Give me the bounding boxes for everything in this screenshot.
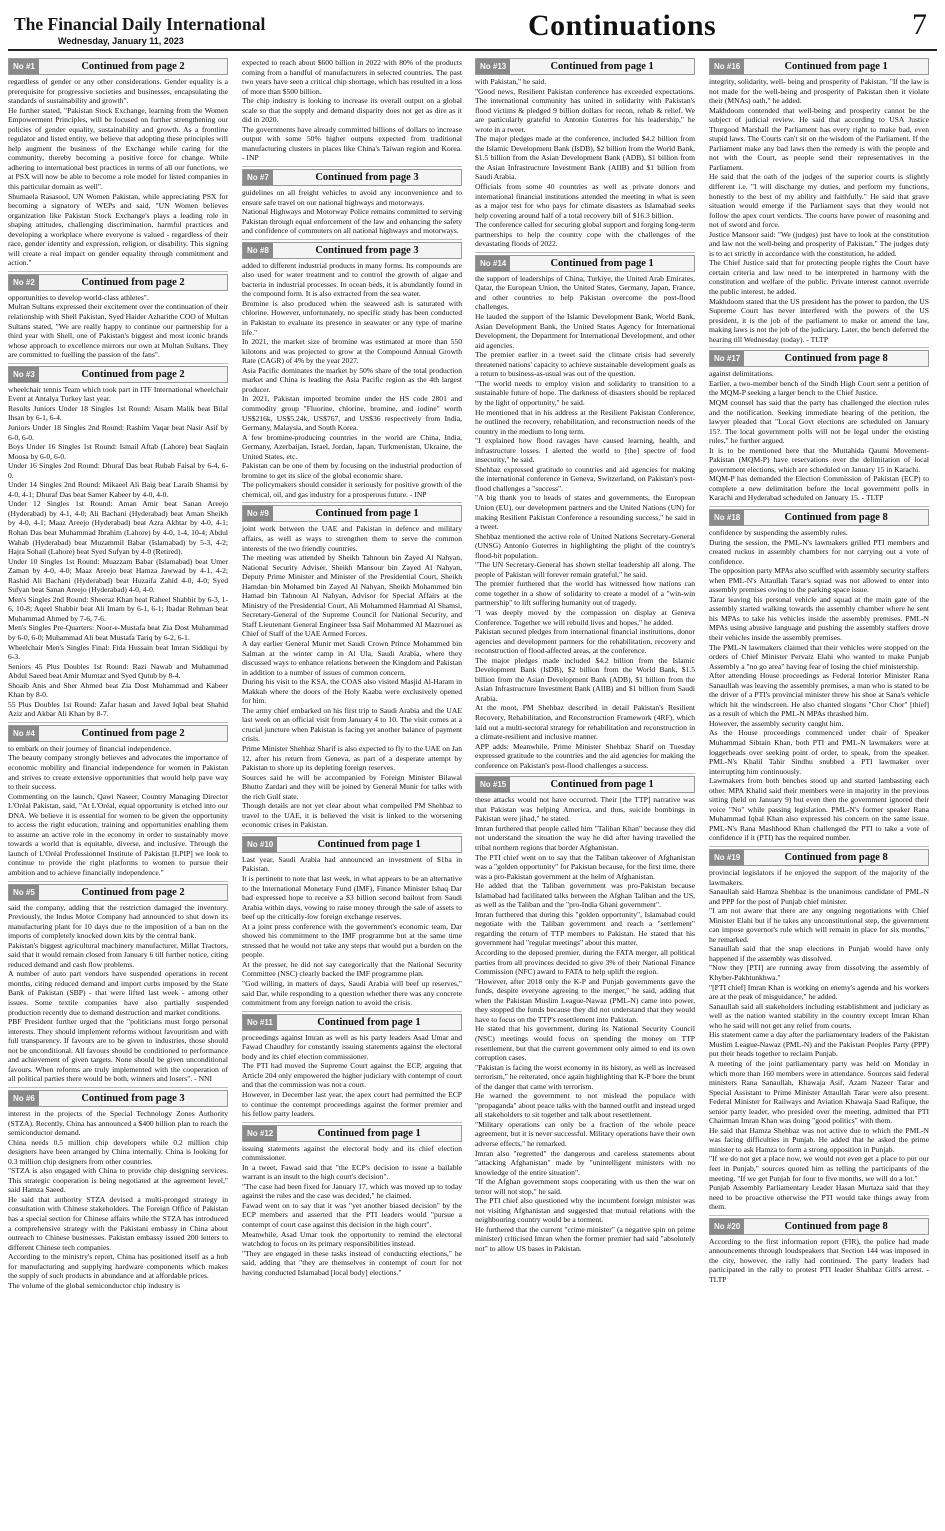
continued-from-label: Continued from page 1 [784, 61, 888, 72]
article-block [8, 881, 228, 1084]
article-text: the support of leaderships of China, Turkiye, the United Arab Emirates, Qatar, the European Union, the United States, Germany, Japan, France, and other countries to help Pakistan overcome the post-flood challenges. He lauded the support of the Islamic Development Bank, World Bank, Asian Development Bank, the United States Agency for International Development, the Department for International Development, and other aid agencies. The premier earlier in a tweet said the climate crisis had severely threatened nations' capacity to achieve sustainable development goals as a return to business-as-usual was out of the question. "The world needs to employ vision and solidarity to transition to a sustainable future of hope. The darkness of disasters should be replaced by the light of opportunity," he said. He mentioned that in his address at the Resilient Pakistan Conference, he outlined the recovery, rehabilitation, and reconstruction needs of the country in the medium to long term. "I explained how flood ravages have caused learning, health, and infrastructure losses. I alerted the world to [the] spectre of food insecurity," he said. Shehbaz expressed gratitude to countries and aid agencies for making the international conference in Geneva, Switzerland, on Pakistan's post-flood challenges a "success". "A big thank you to heads of states and governments, the European Union (EU), our development partners and the United Nations (UN) for making Resilient Pakistan Conference a resounding success," he said in a tweet. Shehbaz mentioned the active role of United Nations Secretary-General (UNSG) Antonio Guterres in highlighting the plight of the country's flood-hit population. "The UN Secretary-General has shown stellar leadership all along. The people of Pakistan will forever remain grateful," he said. The premier furthered that the world has witnessed how nations can come together in a show of solidarity to create a model of a "win-win partnership" to lift suffering humanity out of tragedy. "I was deeply moved by the compassion on display at Geneva Conference. Together we will rebuild lives and hopes," he added. Pakistan secured pledges from international financial institutions, donor agencies and development partners for the rehabilitation, recovery and reconstruction of flood-affected areas, at the conference. The major pledges made included $4.2 billion from the Islamic Development Bank (IsDB), $2 billion from the World Bank, $1.5 billion from the Asian Development Bank (ADB), $1 billion from the Asian Infrastructure Investment Bank (AIIB) and $1 billion from Saudi Arabia. At the moot, PM Shehbaz described in detail Pakistan's Resilient Recovery, Rehabilitation, and Reconstruction Framework (4RF), which laid out a multi-sectoral strategy for rehabilitation and reconstruction in a climate-resilient and inclusive manner. APP adds: Meanwhile, Prime Minister Shehbaz Sharif on Tuesday expressed gratitude to the countries and the aid agencies for making the conference on Pakistan's post-flood challenges a success. [475, 273, 695, 770]
article-header [8, 366, 228, 383]
article-text: regardless of gender or any other considerations. Gender equality is a prerequisite for progressive societies and businesses, encapsulating the standards of sustainability and growth". He further stated, "Pakistan Stock Exchange, learning from the Women Empowerment Principles, will be focused on further strengthening our policies of gender equality, sustainability and growth. As a frontline regulator and listed entity, we believe that adopting these principles will help augment the business of the Exchange while caring for the community, thereby becoming a positive force for change. While adhering to international best practices in terms of all our functions, we at PSX will now be able to become a role model for listed companies in this particular domain as well". Shumaela Rasasool, UN Women Pakistan, while appreciating PSX for becoming a signatory of WEPs and said, "UN Women believes organization like Pakistan Stock Exchange's plays a leading role in shaping attitudes, challenging discrimination, harmful practices and developing a workplace where everyone is valued - regardless of their race, gender identity and expression, religion, or disability. This signing will create a real impact on gender equality through commitment and action." [8, 77, 228, 268]
article-block [242, 56, 462, 163]
continued-from-label: Continued from page 1 [550, 257, 654, 269]
article-number-tag: No #2 [9, 275, 39, 290]
article-number-tag: No #16 [710, 59, 744, 74]
article-block [709, 56, 929, 344]
article-number-tag: No #14 [476, 256, 510, 271]
continued-from-label: Continued from page 2 [81, 368, 185, 380]
article-header [8, 1090, 228, 1107]
article-header [8, 725, 228, 742]
column-1 [8, 56, 228, 1293]
article-text: Last year, Saudi Arabia had announced an investment of $1ba in Pakistan. It is pertinent to note that last week, in what appears to be an alternative to the International Monetary Fund (IMF), Finance Minister Ishaq Dar had expressed hope to receive a $3 billion second bailout from Saudi Arabia within days, vowing to raise money through the sale of assets to beef up the critically-low foreign exchange reserves. At a joint press conference with the government's economic team, Dar showed his commitment to the IMF programme but at the same time stressed that he would not take any steps that would put a burden on the people. At the presser, he did not say categorically that the National Security Committee (NSC) clearly backed the IMF programme plan. "God willing, in matters of days, Saudi Arabia will beef up reserves," said Dar, while responding to a question whether there was any concrete commitment from any foreign nation to avoid the crisis. [242, 854, 462, 1008]
article-number-tag: No #12 [243, 1126, 277, 1141]
article-header [709, 509, 929, 526]
article-number-tag: No #11 [243, 1015, 277, 1030]
article-header [242, 505, 462, 522]
article-text: said the company, adding that the restriction damaged the inventory. Previously, the Indus Motor Company had announced to shut down its manufacturing plant for 10 days due to the imposition of a ban on the imports of completely knocked down kits by the central bank. Pakistan's biggest agricultural machinery manufacturer, Millat Tractors, said that it would remain closed from January 6 till further notice, citing reduced demand and cash flow problems. A number of auto part vendors have suspended operations in recent months, citing reduced demand and import curbs imposed by the State Bank of Pakistan (SBP) - that were lifted last week - among other issues. Some textile companies have also partially suspended production recently due to demand destruction and market conditions. PBF President further urged that the "politicians must forgo personal interests. They should implement reforms without favouritism and with full transparency. If favours are to be given to industries, those should not be unconditional. All favours should be conditioned to performance and achievement of given targets. None should be given unconditional favours. When reforms are truly implemented with the cooperation of all political parties there would be both, winners and losers". - NNI [8, 902, 228, 1084]
article-number-tag: No #1 [9, 59, 39, 74]
article-number-tag: No #13 [476, 59, 510, 74]
continued-from-label: Continued from page 1 [550, 61, 654, 72]
article-block [242, 239, 462, 500]
continued-from-label: Continued from page 8 [784, 511, 888, 523]
article-block [475, 252, 695, 770]
article-text: provincial legislators if he enjoyed the support of the majority of the lawmakers. Sanaullah said Hamza Shehbaz is the unanimous candidate of PML-N and PPP for the post of Punjab chief minister. "I am not aware that there are any ongoing negotiations with Chief Minister Elahi but if he takes any unconstitutional step, the government can impose governor's rule which will remain in place for six months," he remarked. Sanaullah said that the snap elections in Punjab would have only happened if the assembly was dissolved. "Now they [PTI] are running away from dissolving the assembly of Khyber-Pakhtunkhwa." "[PTI chief] Imran Khan is working on enemy's agenda and his workers are at the peak of misguidance," he added. Sanaullah said all stakeholders including establishment and judiciary as well as the nation wanted stability in the country except Imran Khan who he said will not get any relief from courts. His statement came a day after the parliamentary leaders of the Pakistan Muslim League-Nawaz (PML-N) and the Pakistan Peoples Party (PPP) put their heads together to reclaim Punjab. A meeting of the joint parliamentary party was held on Monday in which more than 160 members were in attendance. Sources said federal ministers Rana Sanaullah, Khawaja Asif, Azam Nazeer Tarar and Special Assistant to Prime Minister Attaullah Tarar were also present. Federal Minister for Railways and Aviation Khawaja Saad Rafique, the senior party leader, who presided over the meeting, admitted that PTI Chairman Imran Khan was doing "good politics" with them. He said that Hamza Shehbaz was not active due to which the PML-N was facing difficulties in Punjab. He added that he asked the prime minister to ask Hamza to form a strong opposition in Punjab. "If we do not get a place now, we would not even get a place to put our feet in Punjab," sources quoted him as telling the participants of the meeting. "If we get Punjab for four to five months, we will do a lot." Punjab Assembly Parliamentary Leader Hasan Murtaza said that they need to be proactive otherwise the PTI would take things away from them. [709, 868, 929, 1212]
article-block [8, 1087, 228, 1290]
article-block [242, 1122, 462, 1278]
article-header [475, 776, 695, 793]
masthead-rule [8, 49, 937, 51]
article-text: to embark on their journey of financial independence. The beauty company strongly believes and advocates the importance of economic mobility and financial independence for women in Pakistan and strives to create extensive opportunities that would help pave way to their success. Commenting on the launch, Qawi Naseer, Country Managing Director L'Oréal Pakistan, said, "At L'Oréal, equal opportunity is etched into our DNA. We believe it is essential for women to be given the opportunity to access the right education, training and opportunities enabling them to assume an active role in the economy in order to sustainably move towards a world that is equitable, diverse, and inclusive. Through the launch of L'Oréal Professionnel Institute of Pakistan [LPIP] we look to continue to provide the right platforms to women to pursue their ambition and to achieve financially independence." [8, 743, 228, 878]
column-4 [709, 56, 929, 1287]
article-number-tag: No #15 [476, 777, 510, 792]
issue-date: Wednesday, January 11, 2023 [58, 36, 184, 46]
article-block [709, 1215, 929, 1285]
article-block [242, 1011, 462, 1119]
article-number-tag: No #20 [710, 1219, 744, 1234]
article-block [475, 773, 695, 1253]
article-number-tag: No #3 [9, 367, 39, 382]
article-header [8, 58, 228, 75]
continued-from-label: Continued from page 1 [550, 779, 654, 791]
article-text: against delimitations. Earlier, a two-member bench of the Sindh High Court sent a petition of the MQM-P seeking a larger bench to the Chief Justice. MQM counsel has said that the party has challenged the election rules and the notification. Seeking immediate hearing of the petition, the lawyer pleaded that "Local Govt elections are scheduled on January 15?. The local government polls will not be legal under the existing rules," he further argued. It is to be mentioned here that the Muttahida Qaumi Movement-Pakistan (MQM-P) have reservations over the delimitation of local government elections, which are scheduled on January 15 in Karachi. MQM-P has demanded the Election Commission of Pakistan (ECP) to complete a new delimitation before the local government polls in Karachi and Hyderabad scheduled on January 15. - TLTP [709, 369, 929, 503]
article-header [709, 849, 929, 866]
article-number-tag: No #19 [710, 850, 744, 865]
article-block [242, 166, 462, 236]
article-block [709, 506, 929, 843]
article-text: joint work between the UAE and Pakistan in defence and military affairs, as well as ways to strengthen them to serve the common interests of the two friendly countries. The meeting was attended by Sheikh Tahnoun bin Zayed Al Nahyan, National Security Adviser, Sheikh Mansour bin Zayed Al Nahyan, Deputy Prime Minister and Minister of the Presidential Court, Sheikh Hamdan bin Mohamed bin Zayed Al Nahyan, Sheikh Mohammed bin Hamad bin Tahnoun Al Nahyan, Advisor for Special Affairs at the Ministry of the Presidential Court, Ali Mohammed Hammad Al Shamsi, Secretary-General of the Supreme Council for National Security, and Staff Lieutenant General Engineer Issa Saif Mohammed Al Mazrouei as Chief of Staff of the UAE Armed Forces. A day earlier General Munir met Saudi Crown Prince Mohammed bin Salman at the winter camp in Al Ula, Saudi Arabia, where they discussed ways to enhance relations between the Kingdom and Pakistan in addition to a number of issues of common concern. During his visit to the KSA, the COAS also visited Masjid Al-Haram in Makkah where the doors of the Holy Kaaba were exclusively opened for him. The army chief embarked on his first trip to Saudi Arabia and the UAE last week on an official visit from January 4 to 10. The visit comes at a crucial juncture when Pakistan is facing yet another balance of payment crisis. Prime Minister Shehbaz Sharif is also expected to fly to the UAE on Jan 12, after his return from Geneva, as part of a desperate attempt by Pakistan to shore up its depleting foreign reserves. Sources said he will be accompanied by Foreign Minister Bilawal Bhutto Zardari and they will be joined by General Munir for talks with the rich Gulf state. Though details are not yet clear about what compelled PM Shehbaz to travel to the UAE, it is believed the visit is linked to the worsening economic crises in Pakistan. [242, 524, 462, 830]
article-header [242, 1125, 462, 1142]
article-block [8, 271, 228, 360]
continued-from-label: Continued from page 2 [81, 886, 185, 898]
article-text: issuing statements against the electoral body and its chief election commissioner. In a tweet, Fawad said that "the ECP's decision to issue a bailable warrant is an insult to the high court's decision". "The case had been fixed for January 17, which was moved up to today against the rules and the case was decided," he claimed. Fawad went on to say that it was "yet another biased decision" by the ECP members and asserted that the PTI leaders would "pursue a contempt of court case against this decision in the high court". Meanwhile, Asad Umar took the opportunity to remind the electoral watchdog to focus on its primary responsibilities instead. "They are engaged in these tasks instead of conducting elections," he said, adding that "they are themselves in contempt of court for not having conducted Islamabad [local body] elections." [242, 1143, 462, 1277]
article-header [709, 58, 929, 75]
article-header [242, 169, 462, 186]
article-header [242, 242, 462, 259]
article-number-tag: No #17 [710, 351, 744, 366]
article-text: guidelines on all freight vehicles to avoid any inconvenience and to ensure safe travel on our national highways and motorways. National Highways and Motorway Police remains committed to serving Pakistan through equal enforcement of the law and enhancing the safety and confidence of commuters on all national highways and motorways. [242, 188, 462, 236]
article-block [8, 722, 228, 878]
article-block [242, 502, 462, 830]
article-number-tag: No #4 [9, 726, 39, 741]
article-header [242, 1014, 462, 1031]
article-text: integrity, solidarity, well- being and prosperity of Pakistan. "If the law is not made for the well-being and prosperity of Pakistan then it violate their (MNAs) oath," he added. Makhdoom contended that well-being and prosperity cannot be the subject of judicial review. He said that according to USA Justice Thurgood Marshall the Parliament has every right to make bad, even stupid laws. The Courts can't sit on the wisdom of the Parliament. If the Parliament make any bad laws then the remedy is with the people and not with the Court, as people send their representatives in the Parliament. He said that the oath of the judges of the superior courts is slightly different i.e. "I will discharge my duties, and perform my functions, honestly to the best of my ability and faithfully." He said that grave situation would emerge if the Parliament says that they would not follow the apex court verdicts. The courts have power of reasoning and not of sword and force. Justice Mansoor said: "We (judges) just have to look at the constitution and law not the well-being and prosperity of Pakistan." The judges duty is to act strictly in accordance with the constitution, he added. The Chief Justice said that for protecting people rights the Court have certain criteria and law need to be interpreted in harmony with the constitution and welfare of the public. Private interest cannot override the public interest, he added. Makhdoom stated that the US president has the power to pardon, the US Supreme Court has never interfered with the powers of the US president, it is the job of the parliament to make or amend the law, making laws is not the job of the judiciary. Later, the bench deferred the hearing till Wednesday (today). - TLTP [709, 77, 929, 344]
continued-from-label: Continued from page 3 [315, 244, 419, 256]
article-block [8, 56, 228, 268]
article-text: added to different industrial products in many forms. Its compounds are also used for water treatment and to control the growth of algae and bacteria in industrial processes. In ocean beds, it is abundantly found in the compound form. It is also extracted from the sea water. Bromine is also produced when the seaweed ash is saturated with chlorine. However, unfortunately, no specific study has been conducted in Pakistan to evaluate its presence in seawater or any type of marine life." In 2021, the market size of bromine was estimated at more than 550 kilotons and was projected to grow at the Compound Annual Growth Rate (CAGR) of 4% by the year 2027. Asia Pacific dominates the market by 50% share of the total production market and China is leading the Asia Pacific region as the 4th largest producer. In 2021, Pakistan imported bromine under the HS code 2801 and commodity group "Fluorine, chlorine, bromine, and iodine" worth US$216k, US$5.24k, US$767, and US$36 respectively from India, Germany, Malaysia, and South Korea. A few bromine-producing countries in the world are China, India, Germany, Azerbaijan, Israel, Jordan, Japan, Turkmenistan, Ukraine, the United States, etc. Pakistan can be one of them by focusing on the industrial production of bromine to get its slice of the global economic share. The policymakers should consider it seriously for positive growth of the chemical, oil, and gas industry for a prosperous future. - INP [242, 260, 462, 499]
article-text: interest in the projects of the Special Technology Zones Authority (STZA). Recently, China has announced a $400 billion plan to reach the semiconductor demand. China needs 0.5 million chip developers while 0.2 million chip designers have been arranged by China internally. China is looking for 0.3 million chip designers from other countries. "STZA is also engaged with China to provide chip designing services. This strategic cooperation is being negotiated at the agreement level," said Hamza Saeed. He said that authority STZA devised a multi-pronged strategy in consultation with Chinese stakeholders. The Foreign Office of Pakistan has a special section for Chinese affairs while the STZA has introduced a comprehensive strategy with the Pakistani embassy in China about outreach to Chinese businesses. Pakistan embassy issued 200 letters to different Chinese tech companies. According to the ministry's report, China has positioned itself as a hub for manufacturing and supplying hardware components which makes the supply of such products in abundance and at affordable prices. The volume of the global semiconductor chip industry is [8, 1108, 228, 1290]
column-2 [242, 56, 462, 1280]
article-header [709, 350, 929, 367]
article-header [475, 58, 695, 75]
continued-from-label: Continued from page 1 [317, 1016, 421, 1028]
continued-from-label: Continued from page 1 [317, 1127, 421, 1139]
column-3 [475, 56, 695, 1257]
article-text: proceedings against Imran as well as his party leaders Asad Umar and Fawad Chaudhry for constantly issuing statements against the electoral body and its chief election commissioner. The PTI had moved the Supreme Court against the ECP, arguing that Article 204 only empowered the higher judiciary with contempt of court and that the commission was not a court. However, in December last year, the apex court had permitted the ECP to continue the contempt proceedings against the former premier and his fellow party leaders. [242, 1032, 462, 1119]
continued-from-label: Continued from page 2 [81, 61, 185, 72]
continued-from-label: Continued from page 3 [315, 172, 419, 184]
article-block [475, 56, 695, 249]
article-number-tag: No #6 [9, 1091, 39, 1106]
page-number: 7 [912, 8, 927, 41]
continued-from-label: Continued from page 1 [317, 838, 421, 850]
continued-from-label: Continued from page 2 [81, 276, 185, 288]
article-header [8, 274, 228, 291]
continued-from-label: Continued from page 8 [784, 1220, 888, 1232]
article-text: confidence by suspending the assembly rules. During the session, the PML-N's lawmakers grilled PTI members and created ruckus in assembly chambers for not carrying out a vote of confidence. The opposition party MPAs also scuffled with assembly security staffers when PML-N's Attaullah Tarar's squad was not allowed to enter into assembly premises owing to the parking space issue. Tarar leaving his personal vehicle and squad at the main gate of the assembly started walking towards the assembly chamber where he sent his MPAs to take his vehicles inside the assembly premises. PML-N MPAs using abusive language and pushing the assembly staffers drove their vehicles inside the assembly premises. The PML-N lawmakers claimed that their vehicles were stopped on the orders of Chief Minister Pervaiz Elahi who wanted to make Punjab Assembly a "no go area" having fear of losing the chief ministership. After attending House proceedings as Federal Interior Minister Rana Sanaullah was leaving the assembly premises, a man who is stated to be the driver of a PTI's provincial minister threw his shoe at Sana's vehicle which hit the windscreen. He also chanted slogans "Chor Chor" [thief] as a result of which the PML-N MPAs thrashed him. However, the assembly security caught him. As the House proceedings commenced under chair of Speaker Muhammad Sibtain Khan, both PTI and PML-N lawmakers were at loggerheads over seeking point of order, to speak, from the speaker. PML-N's Khalil Tahir Sindhu snubbed a PTI lawmaker over interrupting him continuously. Lawmakers from both benches stood up and started lambasting each other. MPA Khalid said their members were in majority in the previous sitting (held on January 9) but even then the government ignored their voice "No" while passing legislation. PML-N's former speaker Rana Muhammad Iqbal Khan also expressed his concern on the same issue. PML-N's Rana Mashhood Khan challenged the PTI to take a vote of confidence if it (PTI) has the required number. [709, 527, 929, 843]
continued-from-label: Continued from page 3 [81, 1092, 185, 1104]
article-block [709, 846, 929, 1212]
article-text: According to the first information report (FIR), the police had made announcements through loudspeakers that Section 144 was imposed in the city, however, the rally had continued. The party leaders had participated in the rally to protest PTI leader Shahbaz Gill's arrest. - TLTP [709, 1236, 929, 1284]
continued-from-label: Continued from page 8 [784, 353, 888, 365]
newspaper-name: The Financial Daily International [14, 14, 266, 34]
article-number-tag: No #5 [9, 885, 39, 900]
continued-from-label: Continued from page 1 [315, 508, 419, 520]
article-number-tag: No #18 [710, 510, 744, 525]
article-header [8, 884, 228, 901]
article-number-tag: No #8 [243, 243, 273, 258]
article-header [475, 255, 695, 272]
article-number-tag: No #7 [243, 170, 273, 185]
article-number-tag: No #9 [243, 506, 273, 521]
continued-from-label: Continued from page 2 [81, 727, 185, 739]
article-text: these attacks would not have occurred. Their [the TTP] narrative was that Pakistan was helping America, and thus, suicide bombings in Pakistan were jihad," he stated. Imran furthered that people called him "Taliban Khan" because they did not understand the situation the way he did after having travelled the tribal northern regions that border Afghanistan. The PTI chief went on to say that the Taliban takeover of Afghanistan was a "golden opportunity" for Pakistan because, for the first time, there was a pro-Pakistan government at the helm of Afghanistan. He added that the Taliban government was pro-Pakistan because Islamabad had facilitated talks between the Afghan Taliban and the US, as well as the Taliban and the "pro-India Ghani government". Imran furthered that during this "golden opportunity", Islamabad could negotiate with the Taliban government and reach a "settlement" regarding the return of TTP members to Pakistan. He stated that his government had "regular meetings" about this matter. According to the deposed premier, during the FATA merger, all political parties from all provinces decided to give 3% of their National Finance Commission (NFC) award to FATA to help uplift the region. "However, after 2018 only the K-P and Punjab governments gave the funds, despite everyone agreeing to the merger," he said, adding that when the Pakistan Muslim League-Nawaz (PML-N) came into power, they stopped the funds because they did not understand that they would have to focus on the TTP's resettlement into Pakistan. He stated that his government, during its National Security Council (NSC) meetings would focus on spending the money on TTP resettlement, but that the current government only aimed to end its own corruption cases. "Pakistan is facing the worst economy in its history, as well as increased terrorism," he reiterated, once again highlighting that K-P bore the brunt of the danger that came with terrorism. He warned the government to not mislead the populace with "propaganda" about peace talks with the banned outfit and instead urged all stakeholders to sit together and talk about resettlement. "Military operations can only be a fraction of the whole peace agreement, but it is never successful. Military operations have their own adverse effects," he remarked. Imran also "regretted" the dangerous and careless statements about "attacking Afghanistan" made by "unintelligent ministers with no knowledge of the entire situation". "If the Afghan government stops cooperating with us then the war on terror will not stop," he said. The PTI chief also questioned why the incumbent foreign minister was not visiting Afghanistan and suggested that mutual relations with the neighbouring country would be a torment. He furthered that the current "crime minister" (a negative spin on prime minister) criticised Imran when the former premier had said "absolutely not" to allow US bases in Pakistan. [475, 795, 695, 1253]
article-text: expected to reach about $600 billion in 2022 with 80% of the products coming from a handful of manufacturers in selected countries. The past two years have seen a critical chip shortage, which has resulted in a loss of more than $500 billion. The chip industry is looking to increase its overall output on a global scale so that the supply and demand disparity does not get as dire as it did in 2020. The governments have already committed billions of dollars to increase output with some 50% higher outputs expected from traditional manufacturing clusters in places like China's Taiwan region and Korea. - INP [242, 58, 462, 163]
section-title: Continuations [528, 9, 717, 42]
article-header [709, 1218, 929, 1235]
continued-from-label: Continued from page 8 [784, 852, 888, 864]
article-block [709, 347, 929, 503]
article-block [242, 833, 462, 1008]
article-number-tag: No #10 [243, 837, 277, 852]
article-text: wheelchair tennis Team which took part in ITF International wheelchair Event at Antalya Turkey last year. Results Juniors Under 18 Singles 1st Round: Aisam Malik beat Bilal Ihsan by 6-1, 6-4. Juniors Under 18 Singles 2nd Round: Rashim Vaqar beat Nasir Asif by 6-0, 6-0. Boys Under 16 Singles 1st Round: Ismail Aftab (Lahore) beat Saqlain Moosa by 6-0, 6-0. Under 16 Singles 2nd Round: Dhuraf Das beat Rubab Faisal by 6-4, 6-0. Under 14 Singles 2nd Round: Mikaeel Ali Baig beat Laraib Shamsi by 4-0, 4-1; Dhuraf Das beat Samer Kabeer by 4-0, 4-0. Under 12 Singles 1st Round: Aman Amir beat Sanan Areejo (Hyderabad) by 4-1, 4-0; Ali Bachani (Hyderabad) beat Aman Sheikh by 4-0, 4-1; Maaz Areejo (Hyderabad) beat Azra Akhtar by 4-0, 4-1; Rohan Das beat Muhammad Ibrahim (Lahore) by 4-0, 1-4, 10-4; Abdul Wahab (Hyderabad) beat Muzammil Babar (Islamabad) by 5-3, 4-2; Hajra Sohail (Lahore) beat Syed Sufyan by 4-0 (Retired). Under 10 Singles 1st Round: Muazzam Babar (Islamabad) beat Umer Zaman by 4-0, 4-0; Maaz Areejo beat Hamza Jawwad by 4-1, 4-2; Rashid Ali Bachani (Hyderabad) beat Huzaifa Zahid 4-0, 4-0; Syed Sufyan beat Sanan Areejo (Hyderabad) 4-0, 4-0. Men's Singles 2nd Round: Sheeraz Khan beat Raheel Shabbir by 6-3, 1-6, 10-8; Aqeel Shabbir beat Ali Imam by 6-1, 6-1; Ibadar Rehman beat Muhammad Ahmed by 7-6, 7-6. Men's Singles Pre-Quarters: Noor-e-Mustafa beat Zia Dost Muhammad by 6-0, 6-0; Muhammad Ali beat Mustafa Tariq by 6-2, 6-1. Wheelchair Men's Singles Final: Fida Hussain beat Imran Siddiqui by 6-3. Seniors 45 Plus Doubles 1st Round: Razi Nawab and Muhammad Abdul Saeed beat Amir Mumtaz and Syed Qutub by 8-4. Shoaib Anis and Sher Ahmed beat Zia Dost Muhammad and Kabeer Khan by 8-0. 55 Plus Doubles 1st Round: Zafar hasan and Javed Iqbal beat Shahid Aziz and Akbar Ali Khan by 8-7. [8, 384, 228, 719]
article-text: opportunities to develop world-class athletes". Multan Sultans expressed their excitement over the continuation of their relationship with Shell Pakistan, Syed Haider Azharithe COO of Multan Sultans stated, "We are really happy to continue our partnership for a third year with Shell, one of Pakistan's biggest and most iconic brands whose approach to excellence mirrors our own at Multan Sultans. They are committed to fuelling the passion of the fans". [8, 292, 228, 360]
article-header [242, 836, 462, 853]
article-text: with Pakistan," he said. "Good news, Resilient Pakistan conference has exceeded expectations. The international community has united in solidarity with Pakistan's flood victims & pledged 9 billion dollars for recon, rehab & relief. We are particularly grateful to Antonio Guterres for his leadership," he wrote in a tweet. The major pledges made at the conference, included $4.2 billion from the Islamic Development Bank (IsDB), $2 billion from the World Bank, $1.5 billion from the Asian Development Bank (ADB), $1 billion from the Asian Infrastructure Investment Bank (AIIB) and $1 billion from Saudi Arabia. Officials from some 40 countries as well as private donors and international financial institutions attended the meeting in what is seen as a major test for who pays for climate disasters as Islamabad seeks help covering around half of a total recovery bill of $16.3 billion. The conference called for securing global support and forging long-term partnerships to help the country cope with the challenges of the devastating floods of 2022. [475, 77, 695, 249]
masthead [8, 6, 937, 46]
article-block [8, 363, 228, 719]
